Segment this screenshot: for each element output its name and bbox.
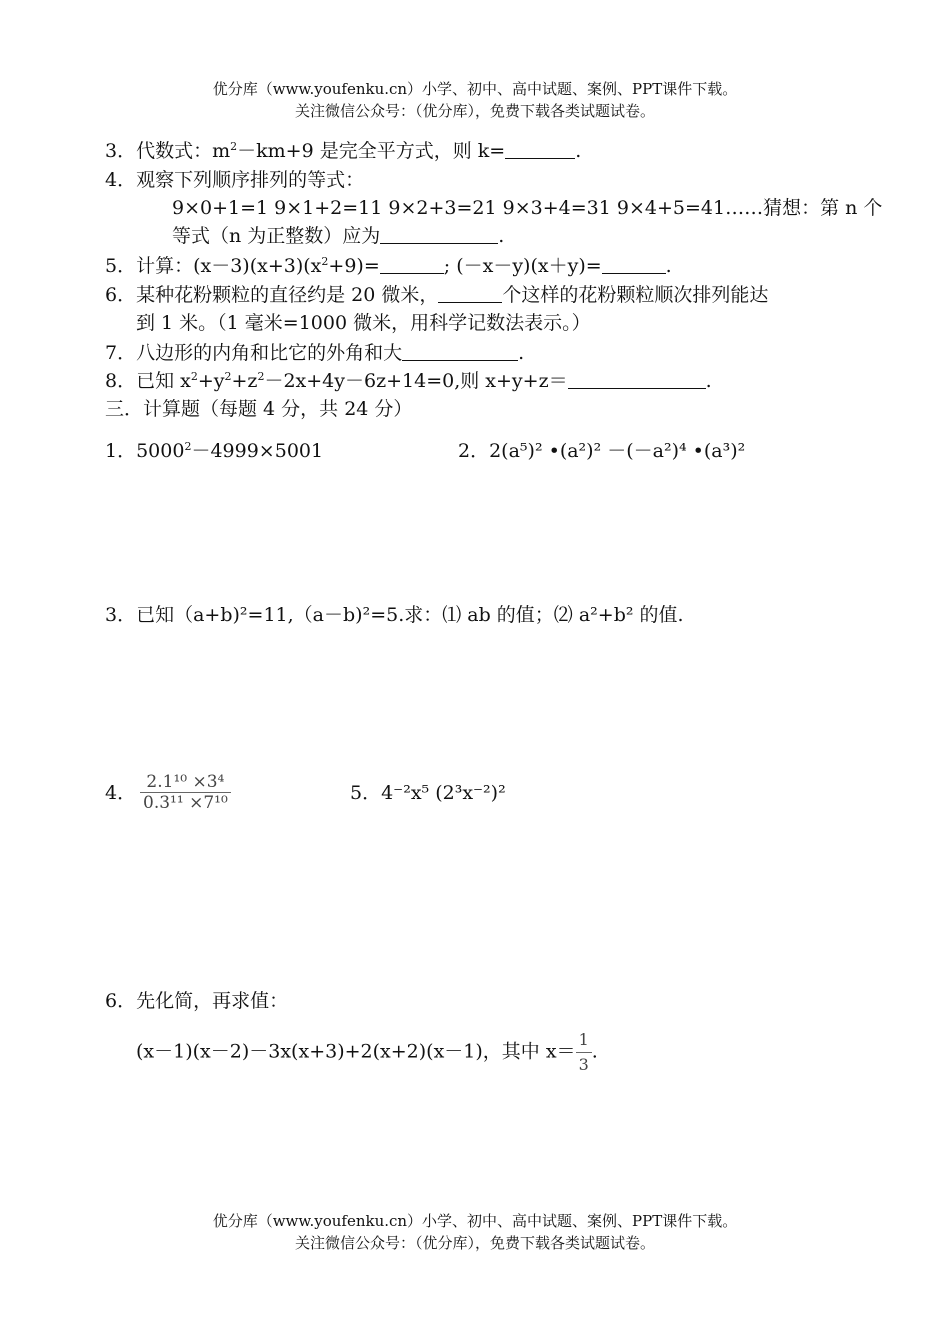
question-text: +y [197,370,225,392]
question-text: 八边形的内角和比它的外角和大 [136,342,403,364]
question-text: 个这样的花粉颗粒顺次排列能达 [502,284,769,306]
problem-text: 已知（a+b)²=11,（a－b)²=5.求：⑴ ab 的值；⑵ a²+b² 的值. [136,604,684,626]
period: . [591,1040,598,1063]
answer-blank[interactable] [402,343,518,361]
question-text: 计算：(x－3)(x+3)(x [136,255,322,277]
question-number: 8． [105,370,137,392]
problem-number: 6． [105,990,137,1012]
section-title: 三．计算题（每题 4 分，共 24 分） [105,398,413,420]
question-number: 5． [105,255,137,277]
question-5 [105,251,672,278]
question-4 [105,165,364,192]
superscript: 2 [321,255,329,268]
problem-4-fraction [140,772,231,813]
fraction-denominator: 0.3¹¹ ×7¹⁰ [143,793,228,813]
question-8 [105,366,712,393]
period: . [665,255,672,277]
header-line-2: 关注微信公众号：（优分库），免费下载各类试题试卷。 [294,102,655,120]
question-text: 等式（n 为正整数）应为 [172,225,381,247]
question-3 [105,136,581,163]
question-text: －km+9 是完全平方式，则 k= [237,140,506,162]
period: . [575,140,582,162]
answer-blank[interactable] [505,141,575,159]
period: . [518,342,525,364]
question-text: ; (－x－y)(x＋y)= [443,255,602,277]
superscript: 2 [224,370,232,383]
problem-number: 3． [105,604,137,626]
problem-text: －4999×5001 [191,440,324,462]
answer-blank[interactable] [602,256,666,274]
problem-number: 2． [458,440,490,462]
question-text: 某种花粉颗粒的直径约是 20 微米， [136,284,439,306]
superscript: 2 [190,370,198,383]
fraction-denominator: 3 [578,1055,589,1074]
question-4-sequence: 9×0+1=1 9×1+2=11 9×2+3=21 9×3+4=31 9×4+5=41……猜想：第 n 个 [172,197,883,219]
fraction [140,772,231,813]
problem-number: 4． [105,782,137,804]
question-text: +z [231,370,258,392]
problem-6-expression [136,1028,598,1077]
answer-blank[interactable] [568,371,706,389]
problem-1 [105,436,323,463]
answer-blank[interactable] [438,285,502,303]
question-7 [105,338,524,365]
fraction [576,1028,592,1077]
problem-4 [105,778,136,805]
question-6 [105,280,768,307]
fraction-numerator: 2.1¹⁰ ×3⁴ [140,772,231,793]
problem-text: (x－1)(x－2)－3x(x+3)+2(x+2)(x－1)，其中 x＝ [136,1040,576,1063]
superscript: 2 [184,440,192,453]
question-text: －2x+4y－6z+14=0,则 x+y+z＝ [264,370,568,392]
answer-blank[interactable] [380,226,498,244]
question-text: 已知 x [136,370,191,392]
footer-line-2: 关注微信公众号：（优分库），免费下载各类试题试卷。 [294,1234,655,1252]
problem-6 [105,986,288,1013]
footer-line-1: 优分库（www.youfenku.cn）小学、初中、高中试题、案例、PPT课件下载。 [212,1212,738,1230]
question-4-line-3 [172,221,504,248]
question-text: 代数式：m [136,140,231,162]
fraction-numerator: 1 [576,1028,592,1053]
question-number: 6． [105,284,137,306]
period: . [705,370,712,392]
question-number: 7． [105,342,137,364]
question-text: +9)= [328,255,380,277]
problem-3 [105,600,684,627]
problem-text: 2(a⁵)² •(a²)² －(－a²)⁴ •(a³)² [489,440,746,462]
problem-2 [458,436,745,463]
period: . [498,225,505,247]
superscript: 2 [257,370,265,383]
question-text: 观察下列顺序排列的等式： [136,169,365,191]
question-6-line-2: 到 1 米。（1 毫米=1000 微米，用科学记数法表示。） [136,312,591,334]
problem-5 [350,778,506,805]
problem-number: 1． [105,440,137,462]
header-line-1: 优分库（www.youfenku.cn）小学、初中、高中试题、案例、PPT课件下载。 [212,80,738,98]
question-number: 4． [105,169,137,191]
problem-title: 先化简，再求值： [136,990,289,1012]
answer-blank[interactable] [380,256,444,274]
superscript: 2 [230,140,238,153]
question-number: 3． [105,140,137,162]
problem-number: 5． [350,782,382,804]
problem-text: 5000 [136,440,185,462]
problem-text: 4⁻²x⁵ (2³x⁻²)² [381,782,506,804]
